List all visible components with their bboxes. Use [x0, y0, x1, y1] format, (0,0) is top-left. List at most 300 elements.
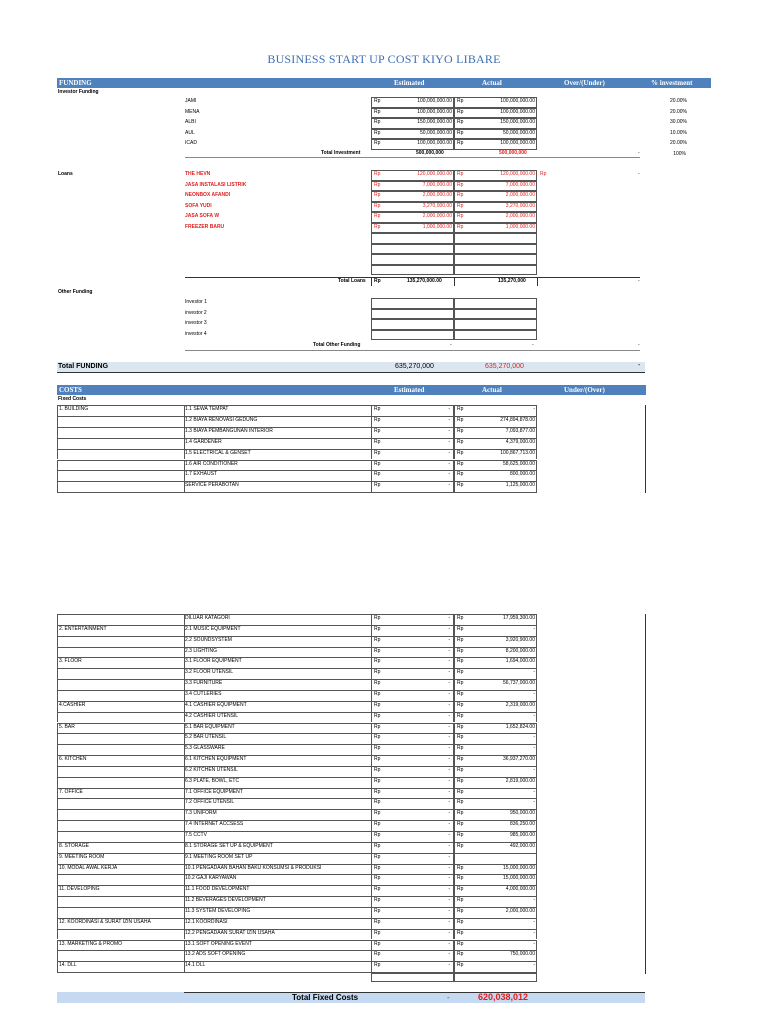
total-loans-label: Total Loans — [338, 278, 366, 284]
category-cell — [57, 929, 184, 940]
cost-actual: 2,819,000.00 — [505, 777, 535, 784]
currency-label: Rp — [374, 886, 381, 893]
cost-item: 8.1 STORAGE SET UP & EQUIPMENT — [185, 842, 273, 849]
cost-estimated: - — [448, 745, 450, 752]
currency-label: Rp — [457, 416, 464, 423]
currency-label: Rp — [374, 129, 381, 136]
currency-label: Rp — [374, 615, 381, 621]
category-cell — [57, 690, 184, 701]
total-investment-estimated: 500,000,000 — [416, 149, 444, 156]
cost-actual: 8,200,000.00 — [505, 647, 535, 654]
currency-label: Rp — [457, 788, 464, 795]
loan-name: JASA INSTALASI LISTRIK — [185, 181, 247, 188]
currency-label: Rp — [374, 427, 381, 434]
category-cell — [57, 820, 184, 831]
currency-label: Rp — [374, 842, 381, 849]
currency-label: Rp — [374, 897, 381, 904]
estimated-value: 50,000,000.00 — [420, 129, 452, 136]
total-other-funding-label: Total Other Funding — [313, 342, 361, 348]
cost-item: 1.4 GARDENER — [185, 438, 222, 445]
estimated-cell — [371, 265, 454, 276]
currency-label: Rp — [457, 140, 464, 146]
currency-label: Rp — [457, 482, 464, 489]
currency-label: Rp — [374, 171, 381, 177]
estimated-value: 150,000,000.00 — [417, 119, 452, 125]
cost-item: 7.1 OFFICE EQUIPMENT — [185, 788, 243, 795]
total-investment-rule — [185, 157, 640, 158]
cost-item: 3.4 CUTLERIES — [185, 690, 222, 697]
cost-actual: 492,000.00 — [509, 842, 535, 849]
category-cell — [57, 460, 184, 471]
cost-estimated: - — [448, 723, 450, 730]
estimated-cell — [371, 330, 454, 341]
loans-label: Loans — [58, 171, 73, 177]
other-investor-name: investor 3 — [185, 320, 207, 326]
cost-actual: 4,000,000.00 — [505, 886, 535, 893]
estimated-value: 100,000,000.00 — [417, 140, 452, 146]
cost-estimated: - — [448, 680, 450, 687]
currency-label: Rp — [457, 647, 464, 654]
currency-label: Rp — [374, 636, 381, 643]
investor-name: ALBI — [185, 119, 196, 125]
cost-category: 2. ENTERTAINMENT — [59, 625, 107, 632]
currency-label: Rp — [374, 723, 381, 730]
loan-name: SOFA YUDI — [185, 202, 212, 209]
currency-label: Rp — [374, 482, 381, 489]
currency-label: Rp — [374, 181, 381, 188]
cost-estimated: - — [448, 734, 450, 741]
cost-estimated: - — [448, 690, 450, 697]
cost-estimated: - — [448, 951, 450, 958]
currency-label: Rp — [374, 853, 381, 860]
currency-label: Rp — [374, 416, 381, 423]
currency-label: Rp — [457, 766, 464, 773]
cost-item: 2.1 MUSIC EQUIPMENT — [185, 625, 241, 632]
cost-category: 10. MODAL AWAL KERJA — [59, 864, 118, 871]
category-cell — [57, 766, 184, 777]
currency-label: Rp — [374, 777, 381, 784]
currency-label: Rp — [457, 690, 464, 697]
currency-label: Rp — [457, 918, 464, 925]
category-cell — [57, 809, 184, 820]
cost-estimated: - — [448, 918, 450, 925]
cost-estimated: - — [448, 821, 450, 828]
loan-name: FREEZER BARU — [185, 223, 225, 230]
actual-cell — [454, 298, 537, 309]
cost-estimated: - — [448, 482, 450, 489]
currency-label: Rp — [457, 886, 464, 893]
currency-label: Rp — [457, 658, 464, 665]
currency-label: Rp — [374, 875, 381, 882]
cost-actual: - — [533, 788, 535, 795]
total-funding-actual: 635,270,000 — [485, 363, 524, 370]
investor-name: AUL — [185, 129, 195, 136]
currency-label: Rp — [457, 821, 464, 828]
category-cell — [57, 449, 184, 460]
cost-estimated: - — [448, 756, 450, 763]
category-cell — [57, 950, 184, 961]
cost-item: 10.1 PENGADAAN BAHAN BAKU KONSUMSI & PRODUKSI — [185, 864, 322, 871]
costs-estimated-header: Estimated — [394, 386, 425, 394]
currency-label: Rp — [374, 449, 381, 456]
cost-estimated: - — [448, 438, 450, 445]
category-cell — [57, 416, 184, 427]
category-cell — [57, 777, 184, 788]
cost-estimated: - — [448, 625, 450, 632]
currency-label: Rp — [457, 734, 464, 741]
currency-label: Rp — [374, 460, 381, 467]
cost-item: 9.1 MEETING ROOM SET UP — [185, 853, 253, 860]
currency-label: Rp — [457, 777, 464, 784]
cost-item: 13.1 SOFT OPENING EVENT — [185, 940, 252, 947]
currency-label: Rp — [374, 766, 381, 773]
cost-item: 3.1 FLOOR EQUIPMENT — [185, 658, 242, 665]
cost-estimated: - — [448, 669, 450, 676]
currency-label: Rp — [374, 98, 381, 104]
currency-label: Rp — [457, 471, 464, 478]
cost-actual: - — [533, 897, 535, 904]
cost-estimated: - — [448, 940, 450, 947]
cost-item: 1.3 BIAYA PEMBANGUNAN INTERIOR — [185, 427, 273, 434]
category-cell — [57, 668, 184, 679]
total-loans-divider — [371, 277, 372, 286]
total-investment-actual: 500,000,000 — [499, 149, 527, 156]
cost-actual: 2,000,000.00 — [505, 907, 535, 914]
cost-item: 3.3 FURNITURE — [185, 680, 223, 687]
currency-label: Rp — [374, 119, 381, 125]
cost-actual: 950,000.00 — [509, 810, 535, 817]
cost-estimated: - — [448, 712, 450, 719]
cost-category: 13. MARKETING & PROMO — [59, 940, 123, 947]
actual-value: 50,000,000.00 — [503, 129, 535, 136]
actual-cell — [454, 853, 537, 864]
other-funding-label: Other Funding — [58, 289, 93, 295]
cost-estimated: - — [448, 832, 450, 838]
currency-label: Rp — [374, 406, 381, 412]
cost-estimated: - — [448, 842, 450, 849]
cost-table-bottom — [57, 492, 537, 493]
cost-actual: - — [533, 745, 535, 752]
cost-actual: 15,000,000.00 — [503, 875, 535, 882]
cost-actual: - — [533, 918, 535, 925]
currency-label: Rp — [374, 951, 381, 958]
loan-actual: 120,000,000.00 — [500, 171, 535, 177]
currency-label: Rp — [457, 701, 464, 708]
actual-header: Actual — [482, 79, 502, 87]
currency-label: Rp — [457, 842, 464, 849]
other-investor-name: investor 2 — [185, 309, 207, 316]
costs-actual-header: Actual — [482, 386, 502, 394]
category-cell — [57, 733, 184, 744]
over-under-header: Over/(Under) — [564, 79, 605, 87]
cost-actual: - — [533, 940, 535, 947]
cost-actual: 7,093,877.00 — [505, 427, 535, 434]
category-cell — [57, 427, 184, 438]
cost-item: 6.3 PLATE, BOWL, ETC — [185, 777, 240, 784]
loan-estimated: 2,000,000.00 — [422, 213, 452, 219]
total-loans-divider — [537, 277, 538, 286]
category-cell — [57, 907, 184, 918]
category-cell — [57, 679, 184, 690]
cost-item: 1.5 ELECTRICAL & GENSET — [185, 449, 251, 456]
currency-label: Rp — [374, 734, 381, 741]
currency-label: Rp — [457, 810, 464, 817]
loan-estimated: 2,000,000.00 — [422, 192, 452, 198]
pct-value: 20.00% — [670, 108, 687, 115]
total-fixed-costs-label: Total Fixed Costs — [292, 993, 359, 1002]
cost-estimated: - — [448, 810, 450, 817]
under-over-column-edge — [645, 405, 646, 493]
page-title: BUSINESS START UP COST KIYO LIBARE — [267, 52, 501, 66]
total-funding-over: - — [638, 362, 641, 369]
estimated-value: 100,000,000.00 — [417, 108, 452, 115]
cost-item: 11.1 FOOD DEVELOPMENT — [185, 886, 250, 893]
estimated-header: Estimated — [394, 79, 425, 87]
currency-label: Rp — [374, 278, 381, 284]
total-loans-over: - — [638, 278, 640, 284]
loan-estimated: 3,270,000.00 — [422, 202, 452, 209]
cost-actual: 17,959,300.00 — [503, 615, 535, 621]
cost-estimated: - — [448, 875, 450, 882]
cost-item: 1.7 EXHAUST — [185, 471, 217, 478]
currency-label: Rp — [457, 951, 464, 958]
currency-label: Rp — [374, 690, 381, 697]
cost-actual: 15,000,000.00 — [503, 864, 535, 871]
cost-actual: 750,000.00 — [509, 951, 535, 958]
estimated-cell — [371, 244, 454, 255]
actual-cell — [454, 254, 537, 265]
cost-estimated: - — [448, 636, 450, 643]
currency-label: Rp — [457, 723, 464, 730]
currency-label: Rp — [374, 625, 381, 632]
currency-label: Rp — [457, 438, 464, 445]
cost-item: 1.1 SEWA TEMPAT — [185, 406, 229, 412]
loan-over: - — [638, 171, 640, 177]
cost-estimated: - — [448, 962, 450, 969]
cost-estimated: - — [448, 658, 450, 665]
estimated-cell — [371, 309, 454, 320]
pct-investment-header: % investment — [651, 79, 693, 87]
category-cell — [57, 896, 184, 907]
cost-actual: - — [533, 625, 535, 632]
loan-name: NEONBOX AFANDI — [185, 192, 231, 198]
cost-item: 7.3 UNIFORM — [185, 810, 217, 817]
under-over-column-edge — [645, 614, 646, 974]
item-cell — [184, 831, 371, 842]
cost-actual: 274,894,878.00 — [500, 416, 535, 423]
actual-cell — [454, 330, 537, 341]
currency-label: Rp — [374, 680, 381, 687]
loan-estimated: 1,000,000.00 — [422, 223, 452, 230]
investor-name: MENA — [185, 108, 200, 115]
currency-label: Rp — [457, 119, 464, 125]
currency-label: Rp — [457, 171, 464, 177]
currency-label: Rp — [374, 213, 381, 219]
category-cell — [57, 712, 184, 723]
currency-label: Rp — [374, 745, 381, 752]
actual-cell — [454, 233, 537, 244]
cost-actual: 100,867,713.00 — [500, 449, 535, 456]
cost-item: 4.1 CASHIER EQUIPMENT — [185, 701, 247, 708]
category-cell — [57, 723, 184, 734]
currency-label: Rp — [374, 669, 381, 676]
currency-label: Rp — [374, 788, 381, 795]
loan-name: JASA SOFA W — [185, 213, 220, 219]
estimated-cell — [371, 973, 454, 982]
fixed-costs-label: Fixed Costs — [58, 396, 87, 402]
category-cell — [57, 438, 184, 449]
currency-label: Rp — [457, 625, 464, 632]
item-cell — [184, 961, 371, 972]
total-loans-divider — [454, 277, 455, 286]
total-other-rule — [185, 350, 640, 351]
currency-label: Rp — [457, 98, 464, 104]
cost-item: 1.6 AIR CONDITIONER — [185, 460, 238, 467]
cost-category: 7. OFFICE — [59, 788, 83, 795]
total-loans-estimated: 135,270,000.00 — [407, 278, 442, 284]
estimated-value: 100,000,000.00 — [417, 98, 452, 104]
currency-label: Rp — [457, 460, 464, 467]
cost-actual: - — [533, 669, 535, 676]
currency-label: Rp — [374, 832, 381, 838]
currency-label: Rp — [374, 929, 381, 936]
loan-actual: 2,000,000.00 — [505, 192, 535, 198]
total-investment-over: - — [638, 149, 640, 156]
cost-estimated: - — [448, 471, 450, 478]
cost-category: 14. DLL — [59, 962, 77, 969]
cost-category: 3. FLOOR — [59, 658, 82, 665]
currency-label: Rp — [457, 756, 464, 763]
cost-actual: - — [533, 712, 535, 719]
currency-label: Rp — [374, 658, 381, 665]
currency-label: Rp — [457, 712, 464, 719]
cost-actual: - — [533, 962, 535, 969]
loan-actual: 3,270,000.00 — [505, 202, 535, 209]
currency-label: Rp — [457, 680, 464, 687]
cost-item: 4.2 CASHIER UTENSIL — [185, 712, 239, 719]
category-cell — [57, 647, 184, 658]
investor-name: ICAD — [185, 140, 197, 146]
cost-actual: 800,000.00 — [509, 471, 535, 478]
cost-actual: - — [533, 690, 535, 697]
cost-item: 11.2 BEVERAGES DEVELOPMENT — [185, 897, 266, 904]
loan-actual: 7,000,000.00 — [505, 181, 535, 188]
cost-estimated: - — [448, 766, 450, 773]
cost-item: 6.1 KITCHEN EQUIPMENT — [185, 756, 247, 763]
currency-label: Rp — [457, 615, 464, 621]
currency-label: Rp — [374, 962, 381, 969]
cost-estimated: - — [448, 427, 450, 434]
currency-label: Rp — [374, 907, 381, 914]
cost-estimated: - — [448, 406, 450, 412]
cost-item: DILUAR KATAGORI — [185, 615, 230, 621]
estimated-cell — [371, 233, 454, 244]
cost-category: 8. STORAGE — [59, 842, 89, 849]
estimated-cell — [371, 298, 454, 309]
actual-value: 150,000,000.00 — [500, 119, 535, 125]
cost-category: 6. KITCHEN — [59, 756, 87, 763]
currency-label: Rp — [374, 756, 381, 763]
currency-label: Rp — [457, 940, 464, 947]
cost-actual: 36,937,270.00 — [503, 756, 535, 763]
category-cell — [57, 481, 184, 492]
funding-header — [57, 78, 711, 88]
funding-label: FUNDING — [59, 79, 92, 87]
cost-actual: 4,379,000.00 — [505, 438, 535, 445]
cost-item: 7.4 INTERNET ACCSESS — [185, 821, 244, 828]
total-other-actual: - — [532, 342, 534, 348]
costs-header — [57, 385, 646, 395]
total-investment-pct: 100% — [673, 150, 686, 157]
cost-category: 9. MEETING ROOM — [59, 853, 105, 860]
cost-actual: - — [533, 766, 535, 773]
currency-label: Rp — [374, 712, 381, 719]
currency-label: Rp — [374, 108, 381, 115]
currency-label: Rp — [374, 223, 381, 230]
currency-label: Rp — [457, 181, 464, 188]
category-cell — [57, 831, 184, 842]
loan-estimated: 7,000,000.00 — [422, 181, 452, 188]
estimated-cell — [371, 254, 454, 265]
cost-item: 2.3 LIGHTING — [185, 647, 217, 654]
currency-label: Rp — [374, 438, 381, 445]
currency-label: Rp — [374, 701, 381, 708]
currency-label: Rp — [457, 832, 464, 838]
currency-label: Rp — [457, 213, 464, 219]
cost-actual: 58,625,000.00 — [503, 460, 535, 467]
total-fixed-costs-actual: 620,038,012 — [478, 992, 529, 1002]
cost-item: 12.2 PENGADAAN SURAT IZIN USAHA — [185, 929, 275, 936]
currency-label: Rp — [457, 875, 464, 882]
cost-item: 5.3 GLASSWARE — [185, 745, 225, 752]
currency-label: Rp — [457, 192, 464, 198]
actual-cell — [454, 309, 537, 320]
cost-item: 5.2 BAR UTENSIL — [185, 734, 227, 741]
actual-cell — [454, 244, 537, 255]
total-funding-estimated: 635,270,000 — [395, 363, 434, 370]
category-cell — [57, 744, 184, 755]
actual-value: 100,000,000.00 — [500, 98, 535, 104]
currency-label: Rp — [374, 192, 381, 198]
loan-actual: 2,000,000.00 — [505, 213, 535, 219]
currency-label: Rp — [457, 962, 464, 969]
cost-category: 12. KOORDINASI & SURAT IZIN USAHA — [59, 918, 151, 925]
actual-cell — [454, 265, 537, 276]
cost-estimated: - — [448, 907, 450, 914]
currency-label: Rp — [374, 140, 381, 146]
investor-name: JAMI — [185, 98, 197, 104]
actual-value: 100,000,000.00 — [500, 140, 535, 146]
currency-label: Rp — [374, 202, 381, 209]
cost-estimated: - — [448, 853, 450, 860]
cost-category: 1. BUILDING — [59, 406, 89, 412]
cost-actual: 1,652,824.00 — [505, 723, 535, 730]
cost-item: 10.2 GAJI KARYAWAN — [185, 875, 237, 882]
loan-estimated: 120,000,000.00 — [417, 171, 452, 177]
loan-actual: 1,000,000.00 — [505, 223, 535, 230]
currency-label: Rp — [457, 202, 464, 209]
category-cell — [57, 614, 184, 625]
loan-name: THE HEVN — [185, 171, 211, 177]
actual-cell — [454, 319, 537, 330]
category-cell — [57, 636, 184, 647]
currency-label: Rp — [457, 406, 464, 412]
cost-item: 1.2 BIAYA RENOVASI GEDUNG — [185, 416, 258, 423]
currency-label: Rp — [457, 745, 464, 752]
currency-label: Rp — [374, 918, 381, 925]
currency-label: Rp — [374, 810, 381, 817]
other-investor-name: Investor 1 — [185, 299, 207, 305]
